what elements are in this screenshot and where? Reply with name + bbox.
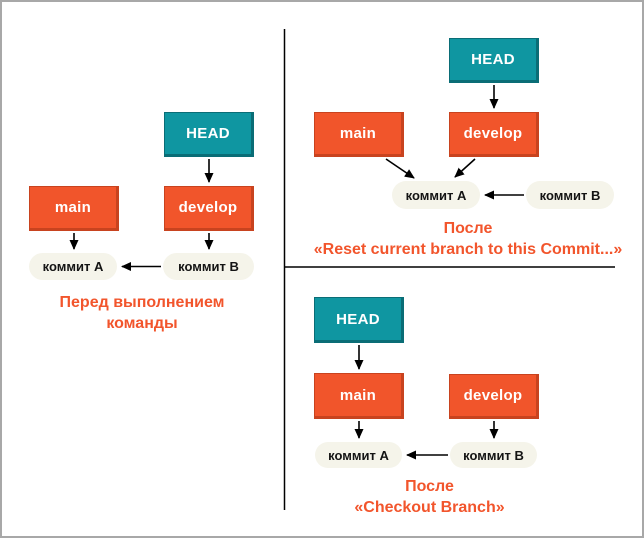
before-head-box: HEAD (164, 112, 254, 157)
reset-develop-branch-box: develop (449, 112, 539, 157)
checkout-main-branch-box: main (314, 373, 404, 419)
checkout-caption (287, 476, 572, 518)
before-caption-line1: Перед выполнением (59, 294, 225, 311)
checkout-commit-b-node: коммит B (450, 442, 537, 468)
arrow-reset-develop-to-commit-a (455, 159, 475, 177)
before-caption-line2: команды (106, 315, 178, 332)
checkout-head-box: HEAD (314, 297, 404, 343)
reset-caption-line2: «Reset current branch to this Commit...» (313, 241, 623, 258)
reset-main-branch-box: main (314, 112, 404, 157)
checkout-caption-line1: После (405, 478, 454, 495)
checkout-develop-branch-box: develop (449, 374, 539, 419)
arrow-reset-main-to-commit-a (386, 159, 414, 178)
before-commit-a-node: коммит A (29, 253, 117, 280)
checkout-commit-a-node: коммит A (315, 442, 402, 468)
before-main-branch-box: main (29, 186, 119, 231)
before-commit-b-node: коммит B (163, 253, 254, 280)
before-develop-branch-box: develop (164, 186, 254, 231)
reset-caption-line1: После (443, 220, 493, 237)
reset-commit-b-node: коммит B (526, 181, 614, 209)
reset-head-box: HEAD (449, 38, 539, 83)
reset-caption (295, 218, 641, 260)
reset-commit-a-node: коммит A (392, 181, 480, 209)
before-caption (17, 292, 267, 334)
checkout-caption-line2: «Checkout Branch» (354, 499, 505, 516)
